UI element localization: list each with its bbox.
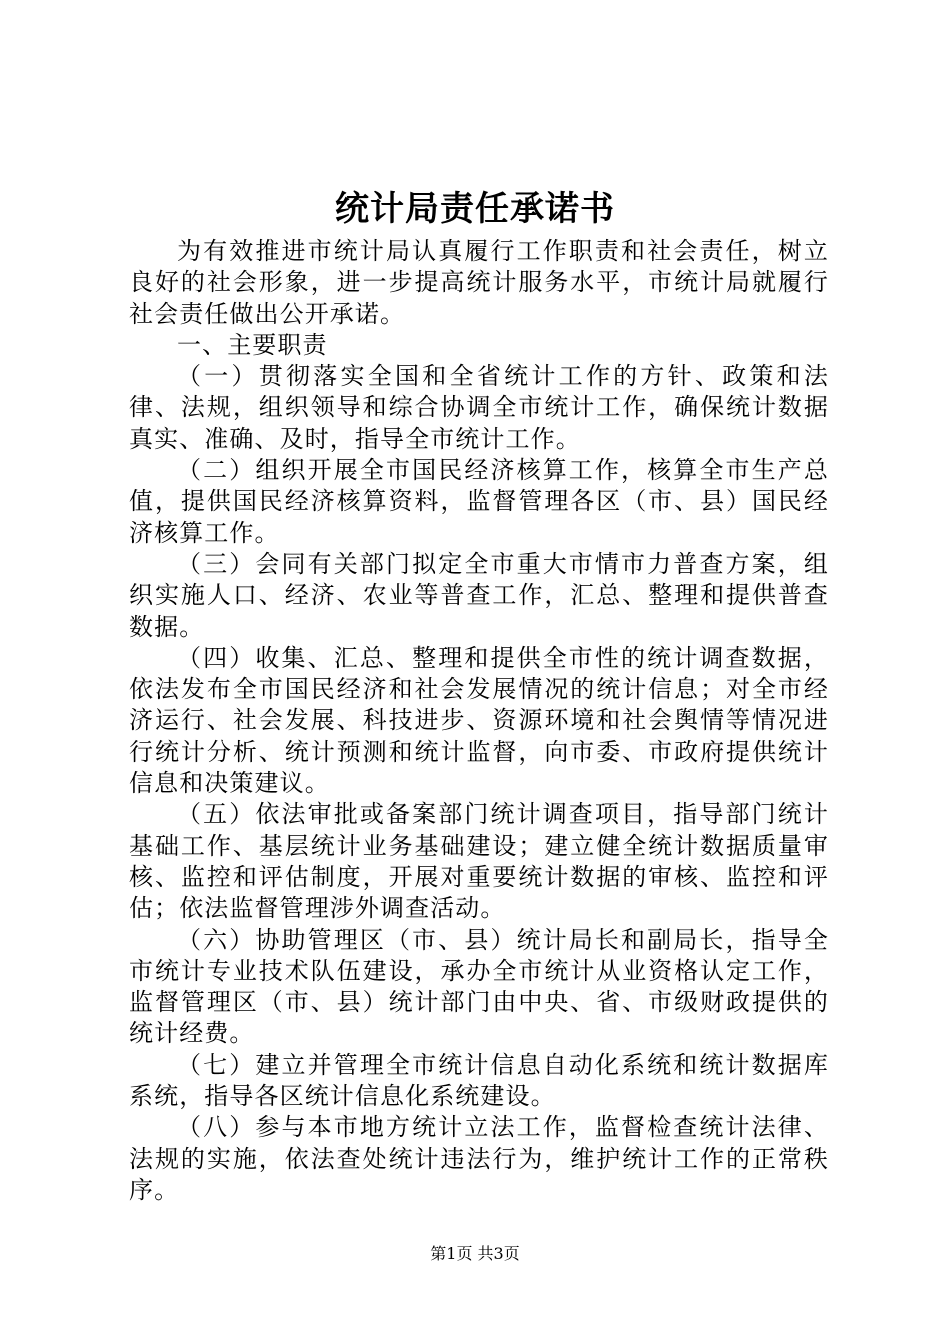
paragraph-duty-1: （一）贯彻落实全国和全省统计工作的方针、政策和法律、法规，组织领导和综合协调全市统计工作，确保统计数据真实、准确、及时，指导全市统计工作。 xyxy=(129,362,829,453)
paragraph-duty-5: （五）依法审批或备案部门统计调查项目，指导部门统计基础工作、基层统计业务基础建设；建立健全统计数据质量审核、监控和评估制度，开展对重要统计数据的审核、监控和评估；依法监督管理涉外调查活动。 xyxy=(129,800,829,923)
paragraph-duty-3: （三）会同有关部门拟定全市重大市情市力普查方案，组织实施人口、经济、农业等普查工作，汇总、整理和提供普查数据。 xyxy=(129,549,829,641)
paragraph-duty-2: （二）组织开展全市国民经济核算工作，核算全市生产总值，提供国民经济核算资料，监督管理各区（市、县）国民经济核算工作。 xyxy=(129,456,829,547)
paragraph-duty-8: （八）参与本市地方统计立法工作，监督检查统计法律、法规的实施，依法查处统计违法行为，维护统计工作的正常秩序。 xyxy=(129,1113,829,1204)
paragraph-duty-6: （六）协助管理区（市、县）统计局长和副局长，指导全市统计专业技术队伍建设，承办全市统计从业资格认定工作，监督管理区（市、县）统计部门由中央、省、市级财政提供的统计经费。 xyxy=(129,925,829,1048)
paragraph-intro: 为有效推进市统计局认真履行工作职责和社会责任，树立良好的社会形象，进一步提高统计服务水平，市统计局就履行社会责任做出公开承诺。 xyxy=(129,237,829,328)
section-heading-main-duties: 一、主要职责 xyxy=(177,330,328,359)
paragraph-duty-7: （七）建立并管理全市统计信息自动化系统和统计数据库系统，指导各区统计信息化系统建设。 xyxy=(129,1050,829,1111)
paragraph-duty-4: （四）收集、汇总、整理和提供全市性的统计调查数据，依法发布全市国民经济和社会发展情况的统计信息；对全市经济运行、社会发展、科技进步、资源环境和社会舆情等情况进行统计分析、统计预测和统计监督，向市委、市政府提供统计信息和决策建议。 xyxy=(129,643,829,798)
page-footer: 第1页 共3页 xyxy=(430,1244,520,1263)
document-title: 统计局责任承诺书 xyxy=(335,189,615,229)
document-body xyxy=(129,236,829,1206)
